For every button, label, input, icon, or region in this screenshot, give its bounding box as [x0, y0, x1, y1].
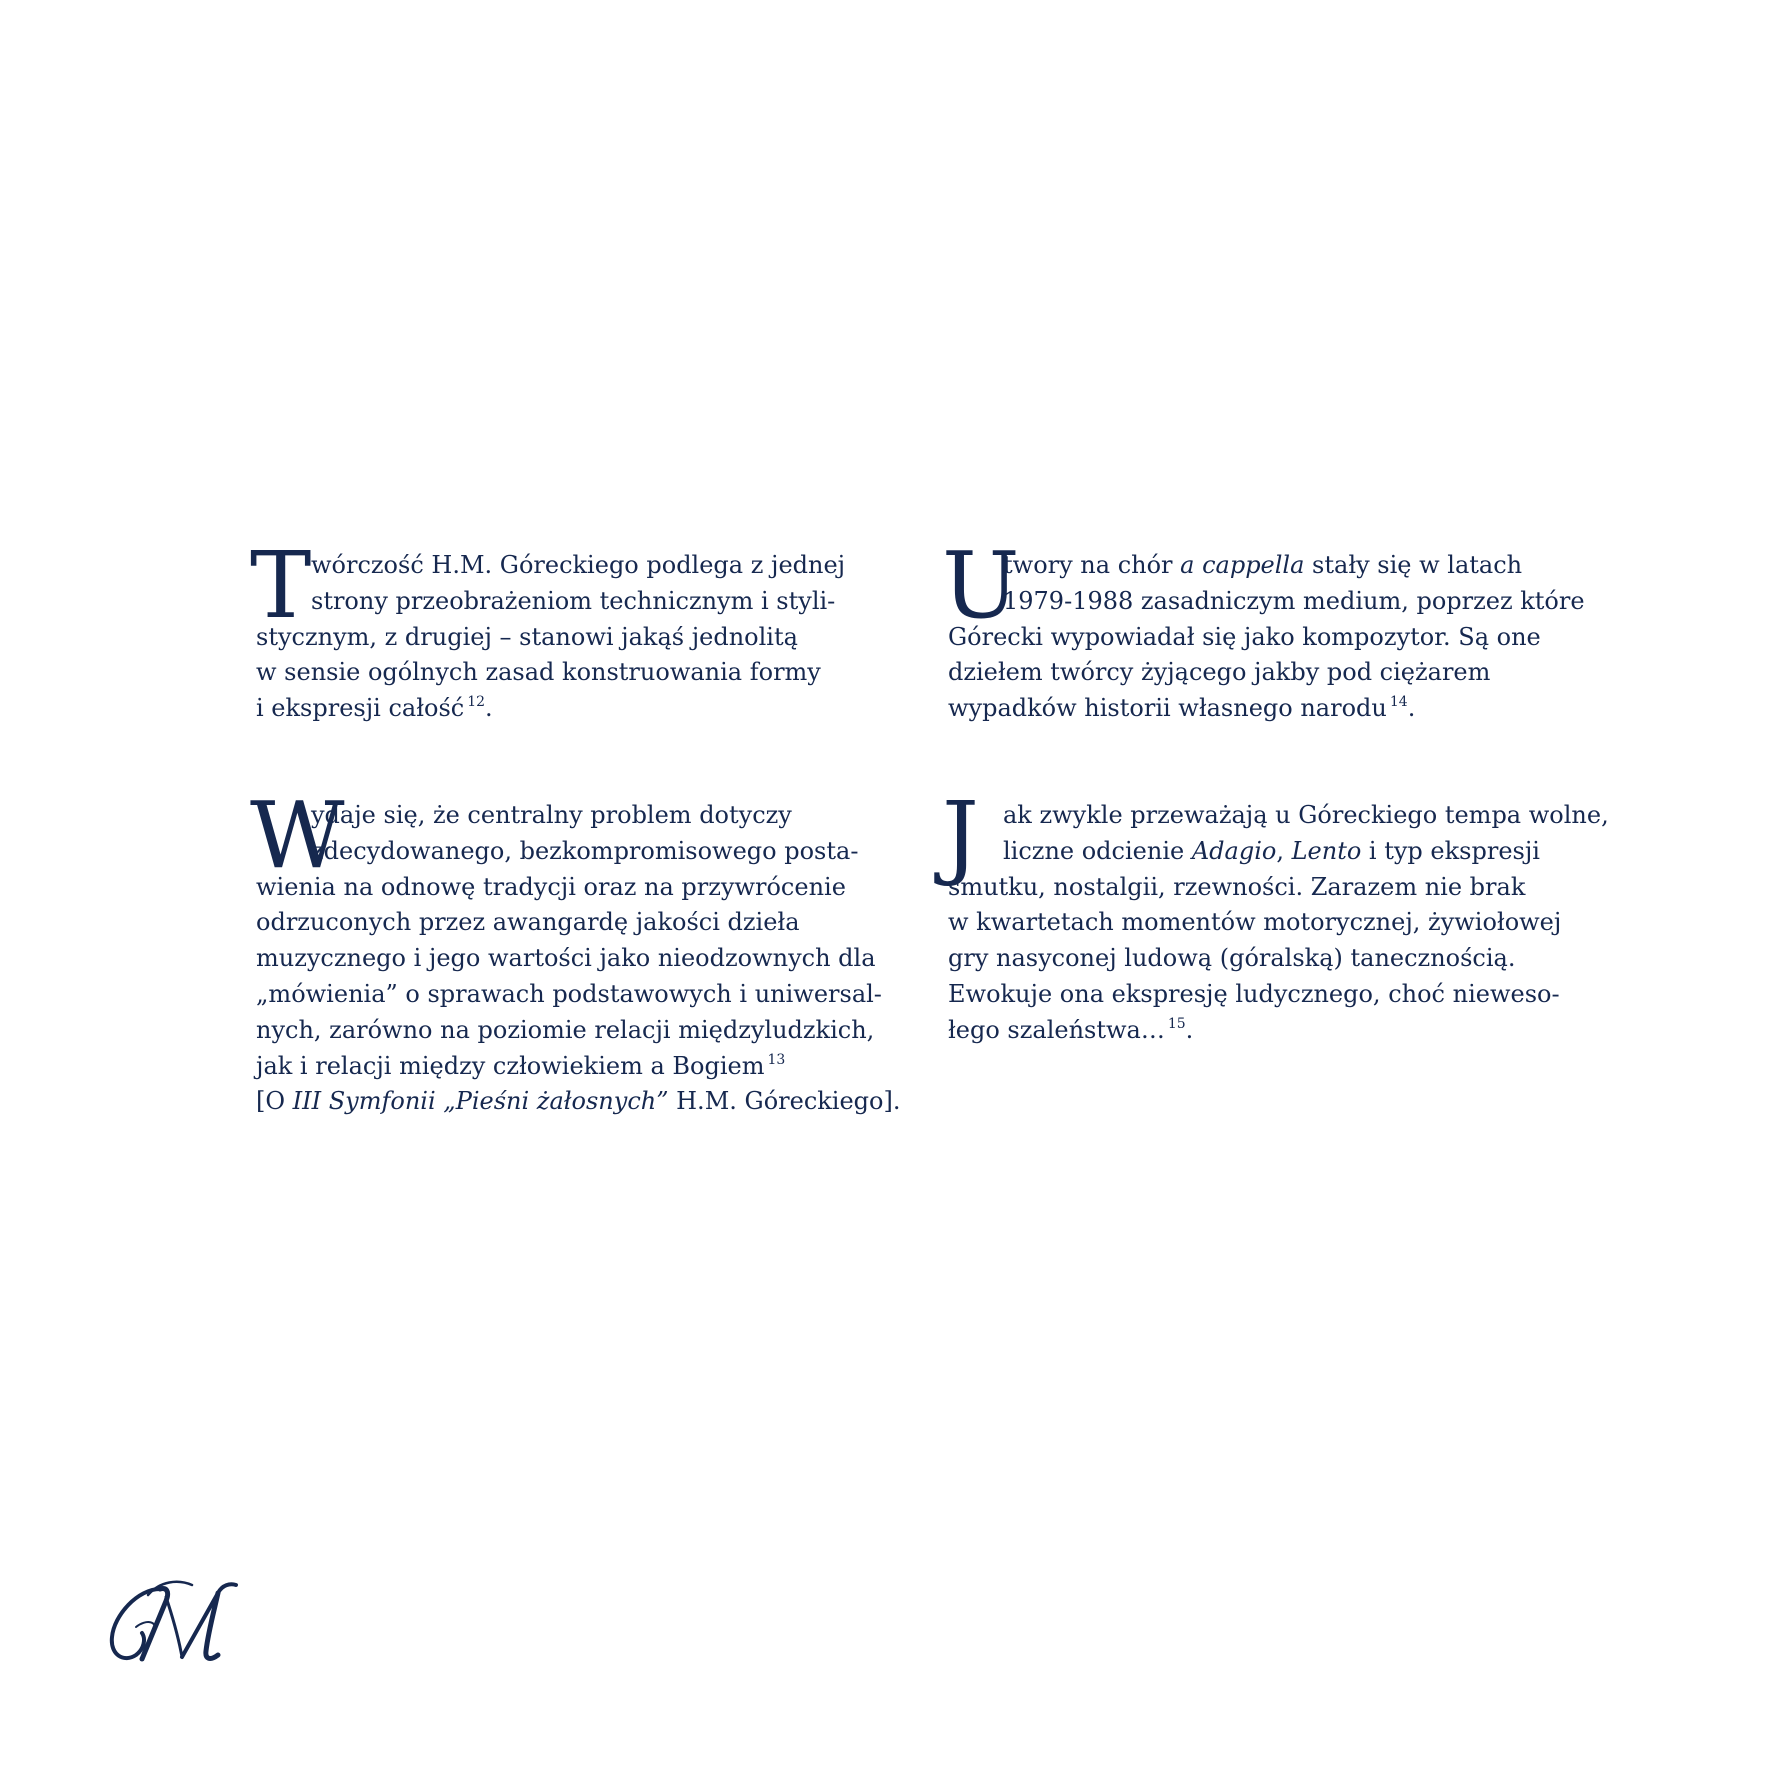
text-line: w kwartetach momentów motorycznej, żywiołowej — [948, 908, 1562, 937]
paragraph-a-cappella — [942, 532, 1585, 727]
text-segment: stały się w latach — [1304, 551, 1523, 579]
footnote-marker: 13 — [767, 1051, 786, 1068]
paragraph-creativity — [250, 532, 846, 727]
text-line: zdecydowanego, bezkompromisowego posta- — [311, 836, 859, 865]
text-line: gry nasyconej ludową (góralską) tanecznością. — [948, 944, 1516, 973]
text-line: ak zwykle przeważają u Góreckiego tempa wolne, — [1003, 801, 1609, 829]
text-segment: twory na chór — [1003, 551, 1181, 579]
italic-title: III Symfonii „Pieśni żałosnych” — [292, 1087, 669, 1116]
text-line: smutku, nostalgii, rzewności. Zarazem nie brak — [948, 872, 1526, 901]
text-segment: , — [1276, 836, 1292, 865]
text-line — [948, 834, 1609, 870]
source-citation — [256, 1084, 900, 1120]
monogram-m-icon — [108, 1575, 242, 1667]
text-segment: . — [485, 694, 493, 723]
text-line: muzycznego i jego wartości jako nieodzownych dla — [256, 944, 876, 973]
dropcap-t: T — [250, 532, 312, 639]
text-line: wienia na odnowę tradycji oraz na przywrócenie — [256, 872, 846, 901]
text-segment: i typ ekspresji — [1361, 836, 1540, 865]
footnote-marker: 15 — [1167, 1015, 1186, 1032]
text-segment: liczne odcienie — [1003, 836, 1192, 865]
text-line — [948, 691, 1585, 727]
paragraph-central-problem — [250, 782, 901, 1120]
text-segment: łego szaleństwa… — [948, 1015, 1165, 1044]
dropcap-u: U — [942, 532, 1020, 639]
text-line — [948, 548, 1585, 584]
text-line: Górecki wypowiadał się jako kompozytor. Są one — [948, 622, 1541, 651]
text-segment: . — [1407, 694, 1416, 723]
text-line: odrzuconych przez awangardę jakości dzieła — [256, 908, 800, 937]
text-segment: wypadków historii własnego narodu — [948, 694, 1387, 723]
italic-term: Lento — [1291, 836, 1362, 865]
text-line: nych, zarówno na poziomie relacji międzyludzkich, — [256, 1015, 875, 1044]
italic-term: Adagio — [1191, 836, 1277, 865]
footnote-marker: 14 — [1389, 694, 1408, 711]
text-line: ydaje się, że centralny problem dotyczy — [311, 801, 792, 829]
text-line: stycznym, z drugiej – stanowi jakąś jednolitą — [256, 622, 798, 651]
text-segment: [O — [256, 1087, 293, 1116]
text-segment: . — [1185, 1015, 1194, 1044]
paragraph-tempo — [942, 782, 1609, 1049]
text-line — [256, 1049, 900, 1085]
text-segment: i ekspresji całość — [256, 694, 465, 723]
text-line: 1979-1988 zasadniczym medium, poprzez które — [1003, 586, 1585, 615]
footnote-marker: 12 — [467, 694, 486, 711]
dropcap-w: W — [250, 782, 345, 889]
text-line — [948, 1013, 1609, 1049]
dropcap-j: J — [942, 782, 979, 889]
text-line: „mówienia” o sprawach podstawowych i uniwersal- — [256, 979, 882, 1008]
text-segment: jak i relacji między człowiekiem a Bogiem — [256, 1051, 765, 1080]
text-line: Ewokuje ona ekspresję ludycznego, choć niewesо- — [948, 979, 1560, 1008]
text-line — [256, 691, 845, 727]
text-segment: H.M. Góreckiego]. — [668, 1087, 901, 1116]
text-line: w sensie ogólnych zasad konstruowania formy — [256, 658, 821, 687]
text-line: wórczość H.M. Góreckiego podlega z jednej — [311, 551, 846, 579]
text-line: strony przeobrażeniom technicznym i styli- — [311, 586, 836, 615]
text-line: dziełem twórcy żyjącego jakby pod ciężarem — [948, 658, 1491, 687]
italic-term: a cappella — [1180, 551, 1305, 579]
